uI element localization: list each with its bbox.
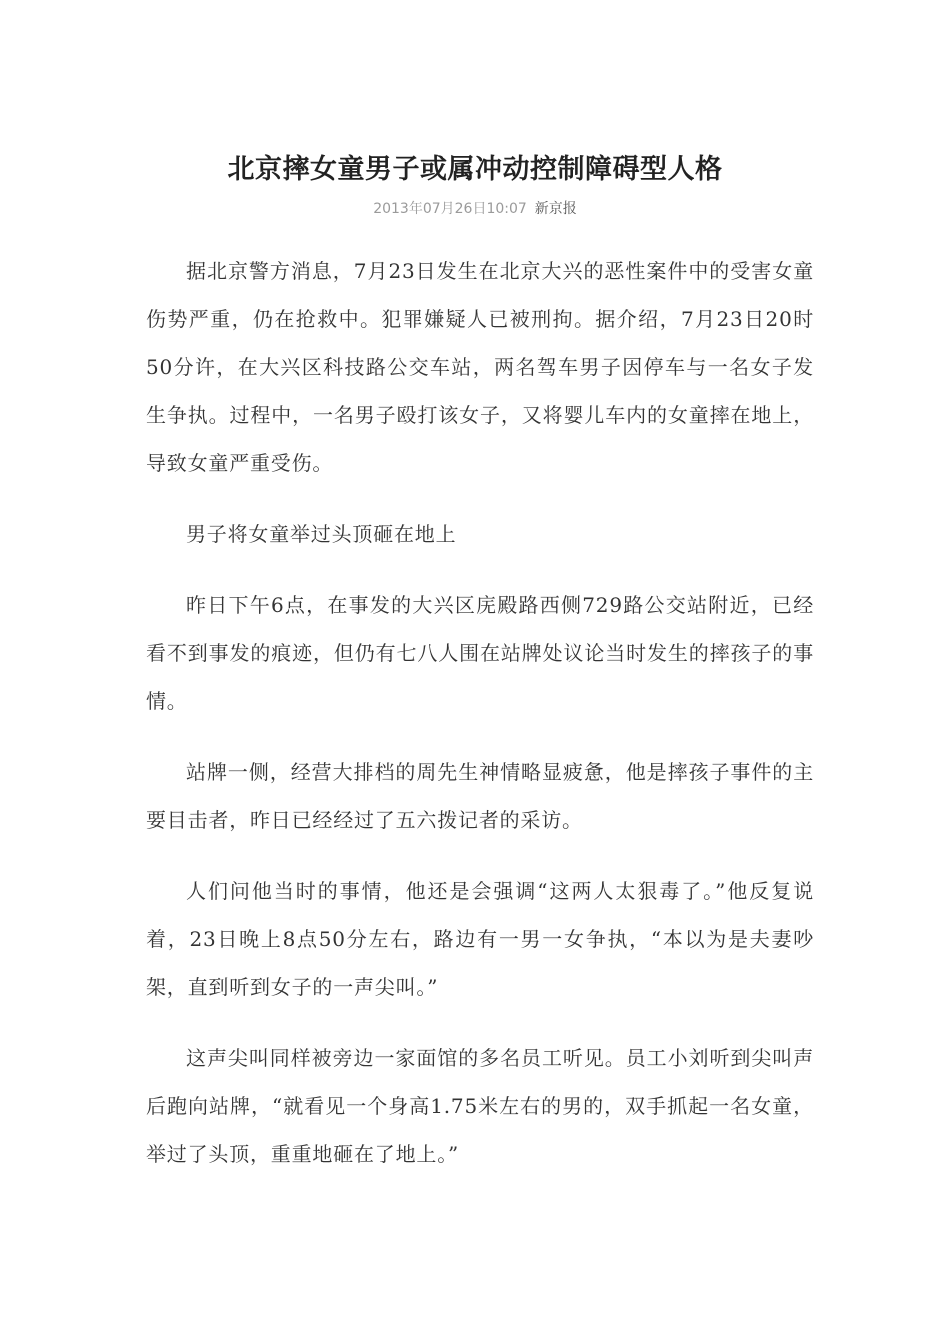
section-subheading: 男子将女童举过头顶砸在地上 <box>186 522 457 546</box>
article-body <box>146 247 814 1201</box>
news-source: 新京报 <box>534 201 577 217</box>
paragraph: 人们问他当时的事情，他还是会强调“这两人太狠毒了。”他反复说着，23日晚上8点50分左右，路边有一男一女争执，“本以为是夫妻吵架，直到听到女子的一声尖叫。” <box>146 879 814 999</box>
paragraph: 据北京警方消息，7月23日发生在北京大兴的恶性案件中的受害女童伤势严重，仍在抢救中。犯罪嫌疑人已被刑拘。据介绍，7月23日20时50分许，在大兴区科技路公交车站，两名驾车男子因停车与一名女子发生争执。过程中，一名男子殴打该女子，又将婴儿车内的女童摔在地上，导致女童严重受伤。 <box>146 259 814 475</box>
publish-date: 2013年07月26日10:07 <box>373 201 527 217</box>
paragraph: 这声尖叫同样被旁边一家面馆的多名员工听见。员工小刘听到尖叫声后跑向站牌，“就看见一个身高1.75米左右的男的，双手抓起一名女童，举过了头顶，重重地砸在了地上。” <box>146 1046 814 1166</box>
article-title: 北京摔女童男子或属冲动控制障碍型人格 <box>227 154 723 186</box>
paragraph: 站牌一侧，经营大排档的周先生神情略显疲惫，他是摔孩子事件的主要目击者，昨日已经经过了五六拨记者的采访。 <box>146 760 814 832</box>
paragraph: 昨日下午6点，在事发的大兴区庑殿路西侧729路公交站附近，已经看不到事发的痕迹，但仍有七八人围在站牌处议论当时发生的摔孩子的事情。 <box>146 593 814 713</box>
article-meta <box>0 199 950 219</box>
